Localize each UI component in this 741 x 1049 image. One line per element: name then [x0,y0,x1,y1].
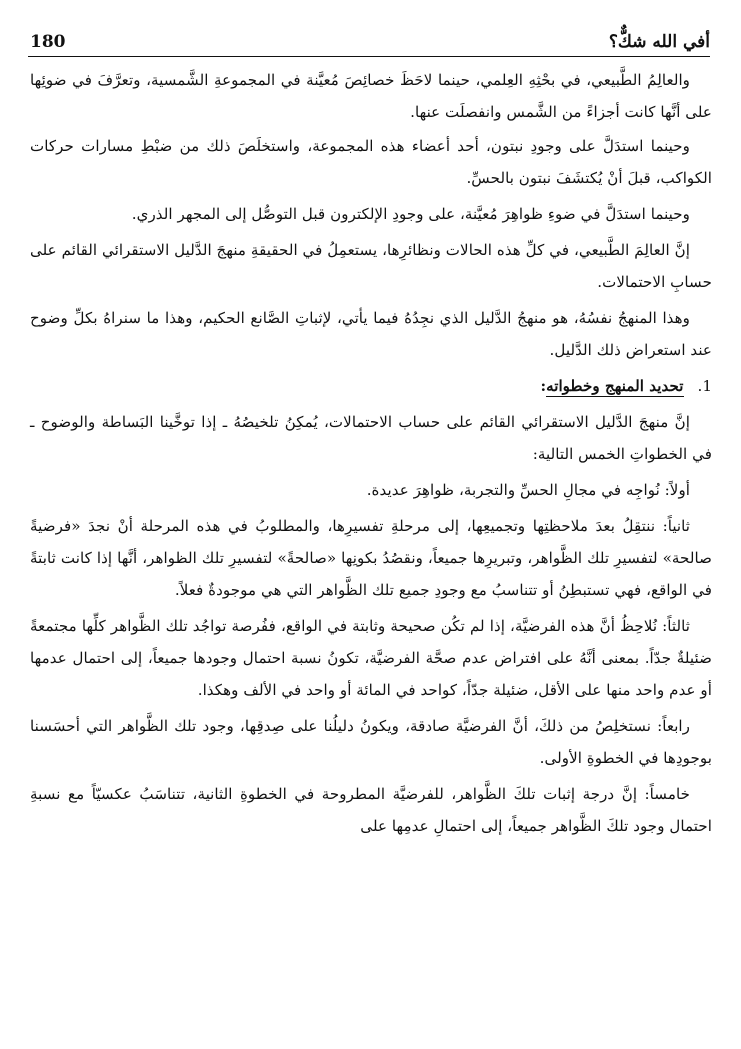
paragraph: وحينما استدَلَّ على وجودِ نبتون، أحد أعضاء هذه المجموعة، واستخلَصَ ذلك من ضبْطِ مسارات حركات الكواكب، قبلَ أنْ يُكتشَفَ نبتون بالحسِّ. [30,137,712,187]
step-second: ثانياً: ننتقِلُ بعدَ ملاحظتِها وتجميعِها، إلى مرحلةِ تفسيرِها، والمطلوبُ في هذه المرحلة أنْ نجدَ «فرضيةً صالحة» لتفسيرِ تلك الظَّواهر، وتبريرِها جميعاً، ونقصُدُ بكونِها «صالحةً» لتفسيرِ تلك الظواهر، أنَّها إذا كانت ثابتةً في الواقع، فهي تستبطِنُ أو تتناسبُ مع وجودِ جميع تلك الظَّواهر التي هي موجودةٌ فعلاً. [30,517,712,599]
page-header [28,22,710,57]
step-fourth: رابعاً: نستخلِصُ من ذلكَ، أنَّ الفرضيَّة صادقة، ويكونُ دليلُنا على صِدقِها، وجود تلك الظَّواهر التي أحسَسنا بوجودِها في الخطوةِ الأولى. [30,717,712,767]
page-body [30,64,712,846]
paragraph: إنَّ منهجَ الدَّليل الاستقرائي القائم على حساب الاحتمالات، يُمكِنُ تلخيصُهُ ـ إذا توخَّينا البَساطة والوضوح ـ في الخطواتِ الخمس التالية: [30,413,712,463]
running-title: أفي الله شكٌّ؟ [608,32,710,52]
section-heading [30,370,712,402]
page-number: 180 [30,32,66,52]
section-title: تحديد المنهج وخطواته [546,377,684,395]
step-first: أولاً: نُواجِه في مجالِ الحسِّ والتجربة، ظواهِرَ عديدة. [366,481,690,499]
step-fifth: خامساً: إنَّ درجة إثبات تلكَ الظَّواهر، للفرضيَّة المطروحة في الخطوةِ الثانية، تتناسَبُ عكسيّاً مع نسبةِ احتمال وجود تلكَ الظَّواهر جميعاً، إلى احتمالِ عدمِها على [30,785,712,835]
section-colon: : [540,377,547,395]
paragraph: وحينما استدَلَّ في ضوءِ ظواهِرَ مُعيَّنة، على وجودِ الإلكترون قبل التوصُّل إلى المجهر الذري. [131,205,690,223]
paragraph: إنَّ العالِمَ الطَّبيعي، في كلِّ هذه الحالات ونظائرِها، يستعمِلُ في الحقيقةِ منهجَ الدَّليل الاستقرائي القائم على حسابِ الاحتمالات. [30,241,712,291]
step-third: ثالثاً: نُلاحِظُ أنَّ هذه الفرضيَّة، إذا لم تكُن صحيحة وثابتة في الواقع، ففُرصة تواجُد تلك الظَّواهر كلِّها مجتمعةً ضئيلةٌ جدّاً. بمعنى أنَّهُ على افتراض عدم صحَّة الفرضيَّة، تكونُ نسبة احتمال وجودها جميعاً، إلى احتمال عدمها أو عدم واحد منها على الأقل، ضئيلة جدّاً، كواحد في المائة أو واحد في الألف وهكذا. [30,617,712,699]
paragraph: وهذا المنهجُ نفسُهُ، هو منهجُ الدَّليل الذي نجِدُهُ فيما يأتي، لإثباتِ الصَّانع الحكيم، وهذا ما سنراهُ بكلِّ وضوح عند استعراض ذلك الدَّليل. [30,309,712,359]
paragraph: والعالِمُ الطَّبيعي، في بحْثِهِ العِلمي، حينما لاحَظَ خصائِصَ مُعيَّنة في المجموعةِ الشَّمسية، وتعرَّفَ في ضوئِها على أنَّها كانت أجزاءً من الشَّمس وانفصلَت عنها. [30,71,712,121]
section-number: 1. [697,377,712,395]
